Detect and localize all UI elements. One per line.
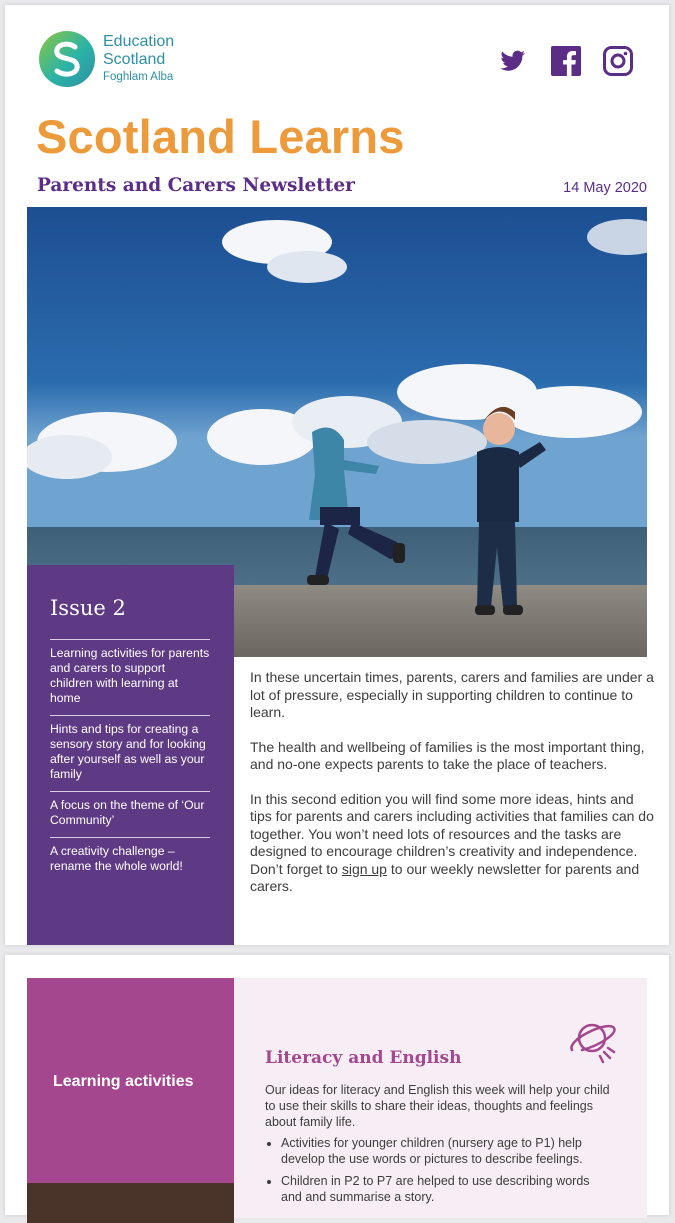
intro-p3-text-end: to our weekly newsletter for parents and carers. bbox=[250, 860, 640, 894]
logo-line-2: Scotland bbox=[103, 51, 166, 68]
literacy-title: Literacy and English bbox=[265, 1048, 462, 1068]
issue-item: A creativity challenge – rename the whole world! bbox=[50, 837, 210, 883]
literacy-bullets bbox=[265, 1135, 610, 1205]
issue-contents-list bbox=[50, 639, 210, 883]
intro-paragraph-2: The health and wellbeing of families is the most important thing, and no-one expects parents to take the place of teachers. bbox=[250, 738, 645, 772]
logo-mark-icon bbox=[37, 29, 97, 89]
issue-item: Hints and tips for creating a sensory story and for looking after yourself as well as your family bbox=[50, 715, 210, 791]
issue-date: 14 May 2020 bbox=[563, 180, 647, 196]
literacy-bullet: • Children in P2 to P7 are helped to use describing words and and summarise a story. bbox=[281, 1173, 610, 1205]
instagram-icon bbox=[603, 46, 633, 76]
issue-contents-box bbox=[27, 565, 234, 945]
twitter-icon bbox=[500, 50, 526, 72]
newsletter-page-2 bbox=[5, 955, 669, 1215]
newsletter-subtitle: Parents and Carers Newsletter bbox=[37, 175, 355, 196]
intro-paragraph-3 bbox=[250, 791, 656, 896]
learning-activities-label: Learning activities bbox=[53, 1073, 194, 1090]
issue-heading: Issue 2 bbox=[50, 596, 126, 620]
child-photo bbox=[27, 1183, 234, 1223]
logo-line-3: Foghlam Alba bbox=[103, 71, 174, 83]
intro-text bbox=[250, 669, 656, 913]
twitter-link[interactable] bbox=[497, 45, 529, 77]
facebook-icon bbox=[551, 46, 581, 76]
newsletter-page-1 bbox=[5, 5, 669, 945]
issue-item: A focus on the theme of ‘Our Community’ bbox=[50, 791, 210, 837]
facebook-link[interactable] bbox=[550, 45, 582, 77]
logo-line-1: Education bbox=[103, 33, 175, 50]
literacy-body bbox=[265, 1082, 610, 1211]
intro-p3-text: In this second edition you will find some more ideas, hints and tips for parents and carers including activities that families can do together. You won’t need lots of resources and the tasks are designed to encourage children’s creativity and independence. Don’t forget to bbox=[250, 790, 654, 877]
literacy-bullet: • Activities for younger children (nursery age to P1) help develop the use words or pictures to describe feelings. bbox=[281, 1135, 610, 1167]
literacy-intro: Our ideas for literacy and English this week will help your child to use their skills to share their ideas, thoughts and feelings about family life. bbox=[265, 1083, 610, 1129]
newsletter-title: Scotland Learns bbox=[36, 110, 405, 163]
intro-paragraph-1: In these uncertain times, parents, carers and families are under a lot of pressure, especially in supporting children to continue to learn. bbox=[250, 669, 654, 720]
issue-item: Learning activities for parents and carers to support children with learning at home bbox=[50, 639, 210, 715]
logo-text bbox=[103, 33, 174, 86]
learning-activities-box bbox=[27, 978, 234, 1188]
instagram-link[interactable] bbox=[602, 45, 634, 77]
sign-up-link[interactable]: sign up bbox=[341, 860, 387, 877]
planet-icon bbox=[568, 1016, 618, 1064]
literacy-section bbox=[234, 978, 647, 1218]
education-scotland-logo[interactable] bbox=[37, 29, 237, 95]
